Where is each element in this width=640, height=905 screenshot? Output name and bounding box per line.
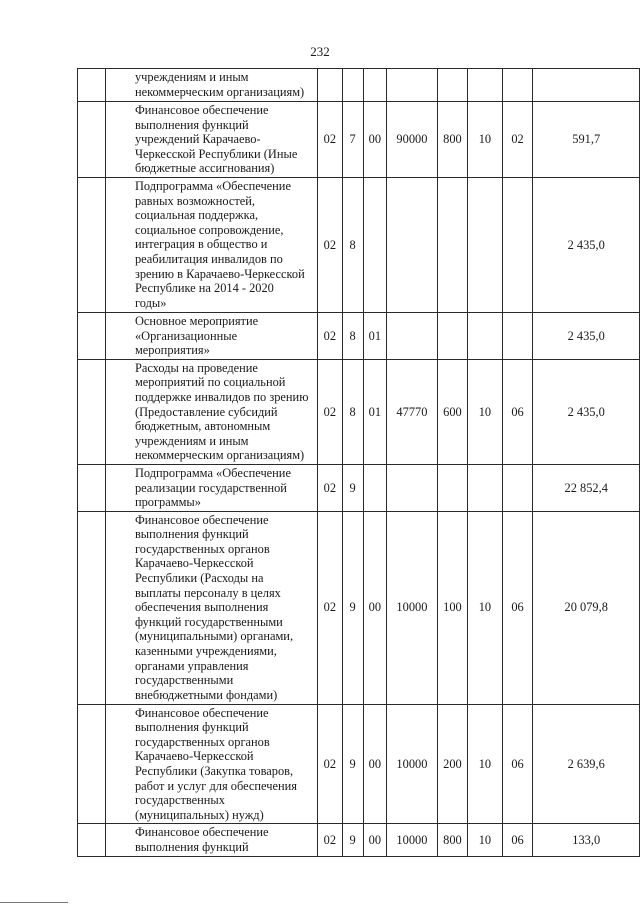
- amount-cell: 133,0: [533, 824, 640, 856]
- expense-type-code-cell: 800: [437, 102, 467, 178]
- item-name-line: социальная поддержка,: [134, 208, 259, 223]
- section-code-cell: 02: [318, 312, 342, 359]
- program-code-cell: 01: [363, 359, 386, 464]
- item-name-line: учреждениям и иным: [134, 433, 249, 448]
- chapter-code-cell: 10: [468, 704, 502, 824]
- item-name-line: Расходы на проведение: [134, 360, 258, 375]
- item-name-cell: [105, 464, 317, 511]
- section-code-cell: 02: [318, 177, 342, 312]
- budget-table: [77, 68, 640, 857]
- item-name-cell: [105, 359, 317, 464]
- amount-cell: 2 435,0: [533, 177, 640, 312]
- subchapter-code-cell: 06: [502, 359, 533, 464]
- expense-type-code-cell: [437, 177, 467, 312]
- item-name-line: Карачаево-Черкесской: [134, 556, 254, 571]
- item-name-line: обеспечения выполнения: [134, 600, 269, 615]
- item-name-line: бюджетные ассигнования): [134, 161, 275, 176]
- item-name-line: государственными: [134, 673, 234, 688]
- row-index-cell: [78, 464, 106, 511]
- item-name-line: социальное сопровождение,: [134, 222, 284, 237]
- expense-type-code-cell: 200: [437, 704, 467, 824]
- item-name-line: органами управления: [134, 658, 249, 673]
- item-name-line: Подпрограмма «Обеспечение: [134, 178, 291, 193]
- row-index-cell: [78, 102, 106, 178]
- chapter-code-cell: 10: [468, 824, 502, 856]
- page-number: 232: [310, 44, 330, 59]
- expense-type-code-cell: 100: [437, 511, 467, 704]
- subchapter-code-cell: 06: [502, 824, 533, 856]
- subsection-code-cell: 9: [342, 704, 363, 824]
- item-name-line: Республики (Закупка товаров,: [134, 764, 294, 779]
- item-name-line: Республики (Расходы на: [134, 571, 264, 586]
- item-name-line: программы»: [134, 495, 201, 510]
- subsection-code-cell: 8: [342, 359, 363, 464]
- chapter-code-cell: 10: [468, 102, 502, 178]
- item-name-line: (муниципальными) органами,: [134, 629, 294, 644]
- table-row: [78, 102, 640, 178]
- item-name-line: Финансовое обеспечение: [134, 705, 269, 720]
- item-name-cell: [105, 704, 317, 824]
- subchapter-code-cell: [502, 69, 533, 102]
- item-name-line: Финансовое обеспечение: [134, 825, 269, 840]
- item-name-line: выполнения функций: [134, 720, 249, 735]
- item-name-line: Подпрограмма «Обеспечение: [134, 465, 291, 480]
- target-code-cell: [387, 312, 438, 359]
- row-index-cell: [78, 704, 106, 824]
- item-name-cell: [105, 102, 317, 178]
- item-name-line: равных возможностей,: [134, 193, 255, 208]
- item-name-line: казенными учреждениями,: [134, 644, 277, 659]
- row-index-cell: [78, 177, 106, 312]
- bottom-rule: [0, 902, 68, 903]
- target-code-cell: [387, 177, 438, 312]
- item-name-line: реабилитация инвалидов по: [134, 251, 283, 266]
- item-name-cell: [105, 824, 317, 856]
- item-name-line: «Организационные: [134, 328, 238, 343]
- chapter-code-cell: 10: [468, 359, 502, 464]
- amount-cell: [533, 69, 640, 102]
- table-row: [78, 704, 640, 824]
- amount-cell: 2 435,0: [533, 359, 640, 464]
- item-name-line: мероприятий по социальной: [134, 375, 286, 390]
- item-name-line: Основное мероприятие: [134, 313, 259, 328]
- item-name-line: выплаты персоналу в целях: [134, 585, 281, 600]
- subsection-code-cell: [342, 69, 363, 102]
- amount-cell: 2 435,0: [533, 312, 640, 359]
- chapter-code-cell: [468, 69, 502, 102]
- row-index-cell: [78, 824, 106, 856]
- item-name-line: (муниципальных) нужд): [134, 807, 264, 822]
- subsection-code-cell: 8: [342, 312, 363, 359]
- item-name-line: выполнения функций: [134, 840, 249, 855]
- item-name-line: учреждений Карачаево-: [134, 132, 261, 147]
- item-name-line: Черкесской Республики (Иные: [134, 146, 298, 161]
- item-name-line: зрению в Карачаево-Черкесской: [134, 266, 305, 281]
- item-name-line: (Предоставление субсидий: [134, 404, 278, 419]
- amount-cell: 591,7: [533, 102, 640, 178]
- expense-type-code-cell: [437, 464, 467, 511]
- row-index-cell: [78, 511, 106, 704]
- item-name-line: функций государственными: [134, 614, 283, 629]
- item-name-cell: [105, 511, 317, 704]
- item-name-line: бюджетным, автономным: [134, 419, 271, 434]
- target-code-cell: 10000: [387, 824, 438, 856]
- item-name-line: учреждениям и иным: [134, 70, 249, 84]
- program-code-cell: [363, 464, 386, 511]
- table-row: [78, 69, 640, 102]
- target-code-cell: 10000: [387, 704, 438, 824]
- item-name-line: Финансовое обеспечение: [134, 512, 269, 527]
- section-code-cell: 02: [318, 464, 342, 511]
- section-code-cell: 02: [318, 704, 342, 824]
- chapter-code-cell: [468, 464, 502, 511]
- program-code-cell: [363, 177, 386, 312]
- target-code-cell: 47770: [387, 359, 438, 464]
- target-code-cell: 90000: [387, 102, 438, 178]
- table-row: [78, 511, 640, 704]
- subchapter-code-cell: 06: [502, 511, 533, 704]
- program-code-cell: 00: [363, 824, 386, 856]
- table-row: [78, 177, 640, 312]
- item-name-line: некоммерческим организациям): [134, 448, 305, 463]
- subchapter-code-cell: 02: [502, 102, 533, 178]
- item-name-line: годы»: [134, 295, 167, 310]
- amount-cell: 22 852,4: [533, 464, 640, 511]
- amount-cell: 20 079,8: [533, 511, 640, 704]
- item-name-line: государственных органов: [134, 734, 270, 749]
- table-body: [78, 69, 640, 857]
- item-name-cell: [105, 177, 317, 312]
- section-code-cell: 02: [318, 824, 342, 856]
- item-name-line: государственных: [134, 793, 225, 808]
- row-index-cell: [78, 359, 106, 464]
- item-name-line: выполнения функций: [134, 117, 249, 132]
- chapter-code-cell: [468, 177, 502, 312]
- item-name-line: работ и услуг для обеспечения: [134, 778, 297, 793]
- row-index-cell: [78, 312, 106, 359]
- subchapter-code-cell: [502, 177, 533, 312]
- program-code-cell: 00: [363, 102, 386, 178]
- item-name-line: некоммерческим организациям): [134, 84, 305, 99]
- subchapter-code-cell: [502, 312, 533, 359]
- expense-type-code-cell: 600: [437, 359, 467, 464]
- program-code-cell: 00: [363, 511, 386, 704]
- target-code-cell: [387, 69, 438, 102]
- section-code-cell: [318, 69, 342, 102]
- item-name-line: реализации государственной: [134, 480, 287, 495]
- row-index-cell: [78, 69, 106, 102]
- item-name-line: Карачаево-Черкесской: [134, 749, 254, 764]
- amount-cell: 2 639,6: [533, 704, 640, 824]
- item-name-line: мероприятия»: [134, 343, 210, 358]
- item-name-line: Республике на 2014 - 2020: [134, 281, 274, 296]
- program-code-cell: 01: [363, 312, 386, 359]
- subsection-code-cell: 9: [342, 464, 363, 511]
- table-row: [78, 359, 640, 464]
- table-row: [78, 824, 640, 856]
- item-name-line: внебюджетными фондами): [134, 687, 278, 702]
- item-name-line: Финансовое обеспечение: [134, 103, 269, 117]
- item-name-line: интеграция в общество и: [134, 237, 268, 252]
- target-code-cell: [387, 464, 438, 511]
- section-code-cell: 02: [318, 511, 342, 704]
- expense-type-code-cell: [437, 312, 467, 359]
- subchapter-code-cell: [502, 464, 533, 511]
- item-name-cell: [105, 69, 317, 102]
- subsection-code-cell: 9: [342, 511, 363, 704]
- item-name-line: поддержке инвалидов по зрению: [134, 389, 309, 404]
- table-row: [78, 312, 640, 359]
- item-name-line: выполнения функций: [134, 527, 249, 542]
- subsection-code-cell: 9: [342, 824, 363, 856]
- subsection-code-cell: 7: [342, 102, 363, 178]
- section-code-cell: 02: [318, 359, 342, 464]
- expense-type-code-cell: 800: [437, 824, 467, 856]
- program-code-cell: 00: [363, 704, 386, 824]
- expense-type-code-cell: [437, 69, 467, 102]
- program-code-cell: [363, 69, 386, 102]
- subchapter-code-cell: 06: [502, 704, 533, 824]
- section-code-cell: 02: [318, 102, 342, 178]
- table-row: [78, 464, 640, 511]
- chapter-code-cell: 10: [468, 511, 502, 704]
- chapter-code-cell: [468, 312, 502, 359]
- item-name-line: государственных органов: [134, 541, 270, 556]
- target-code-cell: 10000: [387, 511, 438, 704]
- item-name-cell: [105, 312, 317, 359]
- subsection-code-cell: 8: [342, 177, 363, 312]
